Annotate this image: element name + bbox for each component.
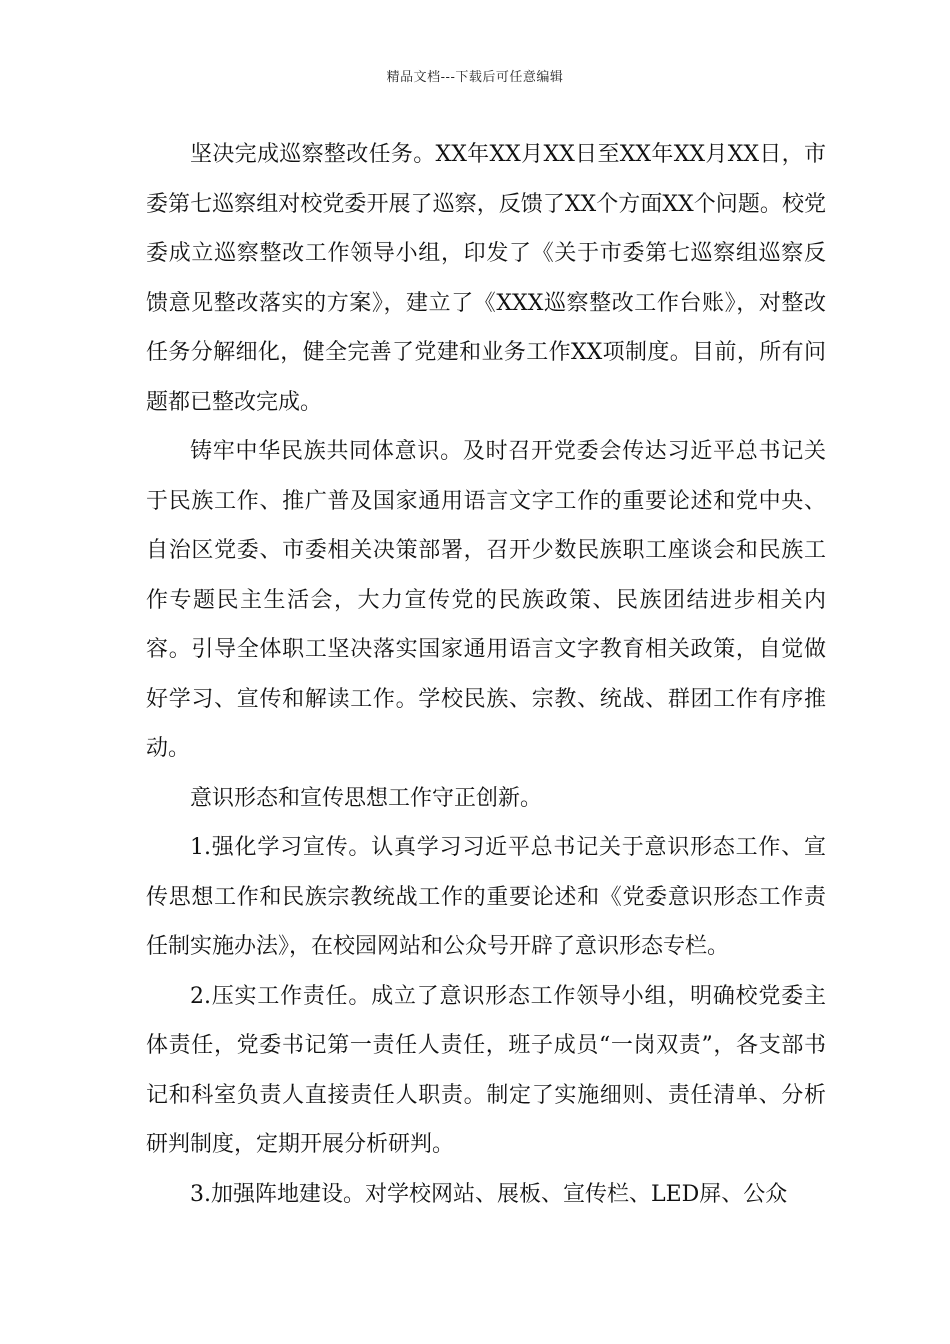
page-header: 精品文档---下载后可任意编辑: [386, 70, 564, 85]
document-body: [146, 130, 826, 1219]
paragraph-item-3: 3.加强阵地建设。对学校网站、展板、宣传栏、LED屏、公众: [190, 1181, 788, 1207]
paragraph-ideology-heading: 意识形态和宣传思想工作守正创新。: [190, 785, 543, 811]
paragraph-inspection-rectification: 坚决完成巡察整改任务。XX年XX月XX日至XX年XX月XX日，市委第七巡察组对校党委开展了巡察，反馈了XX个方面XX个问题。校党委成立巡察整改工作领导小组，印发了《关于市委第七巡察组巡察反馈意见整改落实的方案》，建立了《XXX巡察整改工作台账》，对整改任务分解细化，健全完善了党建和业务工作XX项制度。目前，所有问题都已整改完成。: [146, 142, 826, 415]
paragraph-item-2: 2.压实工作责任。成立了意识形态工作领导小组，明确校党委主体责任，党委书记第一责任人责任，班子成员“一岗双责”，各支部书记和科室负责人直接责任人职责。制定了实施细则、责任清单、分析研判制度，定期开展分析研判。: [146, 983, 826, 1157]
paragraph-national-unity: 铸牢中华民族共同体意识。及时召开党委会传达习近平总书记关于民族工作、推广普及国家通用语言文字工作的重要论述和党中央、自治区党委、市委相关决策部署，召开少数民族职工座谈会和民族工作专题民主生活会，大力宣传党的民族政策、民族团结进步相关内容。引导全体职工坚决落实国家通用语言文字教育相关政策，自觉做好学习、宣传和解读工作。学校民族、宗教、统战、群团工作有序推动。: [146, 439, 826, 761]
paragraph-item-1: 1.强化学习宣传。认真学习习近平总书记关于意识形态工作、宣传思想工作和民族宗教统战工作的重要论述和《党委意识形态工作责任制实施办法》，在校园网站和公众号开辟了意识形态专栏。: [146, 835, 826, 959]
